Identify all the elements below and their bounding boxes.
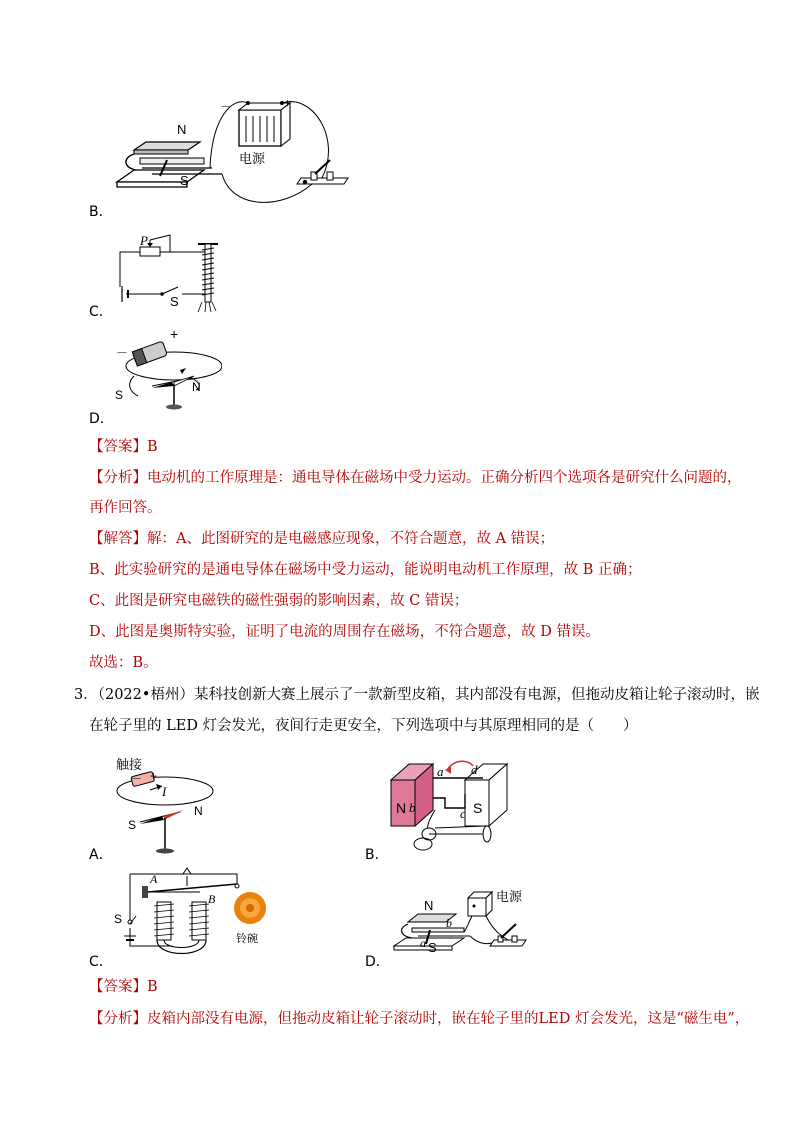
q3-option-d-figure [390, 884, 530, 956]
d3-a-label: a [420, 936, 426, 950]
q2-solution-line-2: B、此实验研究的是通电导体在磁场中受力运动，能说明电动机工作原理，故 B 正确； [89, 562, 642, 578]
q3-option-b-label: B． [365, 847, 389, 863]
b-minus-label: － [220, 100, 233, 114]
q3-option-c-figure [112, 866, 272, 954]
b-power-label: 电源 [239, 151, 266, 166]
c-switch-label: S [170, 294, 179, 309]
b3-a-label: a [437, 764, 444, 779]
a-plus-label: + [150, 769, 158, 783]
q2-solution-line-4: D、此图是奥斯特实验，证明了电流的周围存在磁场，不符合题意，故 D 错误。 [89, 624, 600, 640]
q3-option-c-label: C． [89, 954, 113, 970]
analysis-tag: 【分析】 [89, 470, 147, 486]
q3-stem-line-1 [74, 685, 759, 705]
q2-option-b-label: B． [89, 204, 113, 220]
a-north-label: N [194, 804, 203, 818]
d-south-label: S [115, 388, 124, 402]
q2-analysis-line-1 [89, 468, 742, 488]
a-current-label: I [162, 784, 167, 799]
q2-choice-line: 故选：B。 [89, 655, 158, 671]
q3-analysis-line-1 [89, 1009, 749, 1029]
b3-north-label: N [396, 800, 407, 816]
c3-s-label: S [114, 912, 123, 926]
a-minus-label: － [130, 772, 143, 786]
q2-analysis-line-2: 再作回答。 [89, 500, 162, 516]
q3-option-a-label: A． [89, 847, 113, 863]
q3-analysis-tag: 【分析】 [89, 1011, 147, 1027]
b-plus-label: + [284, 96, 292, 110]
c-slider-label: P [140, 233, 148, 248]
b3-b-label: b [409, 800, 416, 815]
q2-option-c-label: C． [89, 304, 113, 320]
d3-b-label: b [446, 916, 452, 930]
q3-answer-line [89, 977, 158, 997]
q3-stem-text-1: 某科技创新大赛上展示了一款新型皮箱，其内部没有电源，但拖动皮箱让轮子滚动时，嵌 [193, 687, 760, 703]
b3-c-label: c [460, 806, 466, 821]
d-north-label: N [192, 380, 201, 394]
q2-solution-line-3: C、此图是研究电磁铁的磁性强弱的影响因素，故 C 错误； [89, 593, 469, 609]
b-north-label: N [177, 122, 187, 137]
d3-north-label: N [424, 898, 434, 913]
b-south-label: S [180, 173, 189, 188]
q2-option-c-figure [112, 232, 232, 312]
q3-analysis-text-1: 皮箱内部没有电源，但拖动皮箱让轮子滚动时，嵌在轮子里的LED 灯会发光，这是“磁生电”， [147, 1011, 750, 1027]
q3-answer-value: B [147, 979, 158, 995]
b3-d-label: d [471, 762, 478, 777]
d-plus-label: + [170, 326, 179, 342]
answer-value: B [147, 439, 158, 455]
q2-option-d-label: D． [89, 411, 114, 427]
c3-bell-label: 铃碗 [236, 933, 258, 945]
q3-option-b-figure [385, 748, 515, 856]
a-touch-label: 触接 [116, 757, 143, 772]
q3-option-a-figure [110, 756, 220, 856]
d-minus-label: － [116, 346, 129, 360]
q2-option-d-figure [112, 326, 222, 412]
q2-answer-line [89, 437, 158, 457]
q2-option-b-figure [112, 98, 352, 210]
d3-south-label: S [428, 940, 437, 955]
q3-option-d-label: D． [365, 954, 390, 970]
answer-tag: 【答案】 [89, 439, 147, 455]
a-south-label: S [128, 818, 137, 832]
solution-tag: 【解答】 [89, 531, 147, 547]
q3-number: 3． [74, 687, 98, 703]
c3-a-label: A [150, 872, 158, 886]
q3-source: （2022•梧州） [97, 687, 194, 703]
c3-b-label: B [208, 892, 216, 906]
d3-power-label: 电源 [496, 889, 523, 904]
q3-stem-line-2: 在轮子里的 LED 灯会发光，夜间行走更安全，下列选项中与其原理相同的是（ ） [89, 718, 638, 734]
q3-answer-tag: 【答案】 [89, 979, 147, 995]
analysis-text-1: 电动机的工作原理是：通电导体在磁场中受力运动。正确分析四个选项各是研究什么问题的， [147, 470, 742, 486]
q2-solution-line-1 [89, 529, 554, 549]
solution-text-1: 解：A、此图研究的是电磁感应现象，不符合题意，故 A 错误； [147, 531, 555, 547]
b3-south-label: S [473, 800, 483, 816]
